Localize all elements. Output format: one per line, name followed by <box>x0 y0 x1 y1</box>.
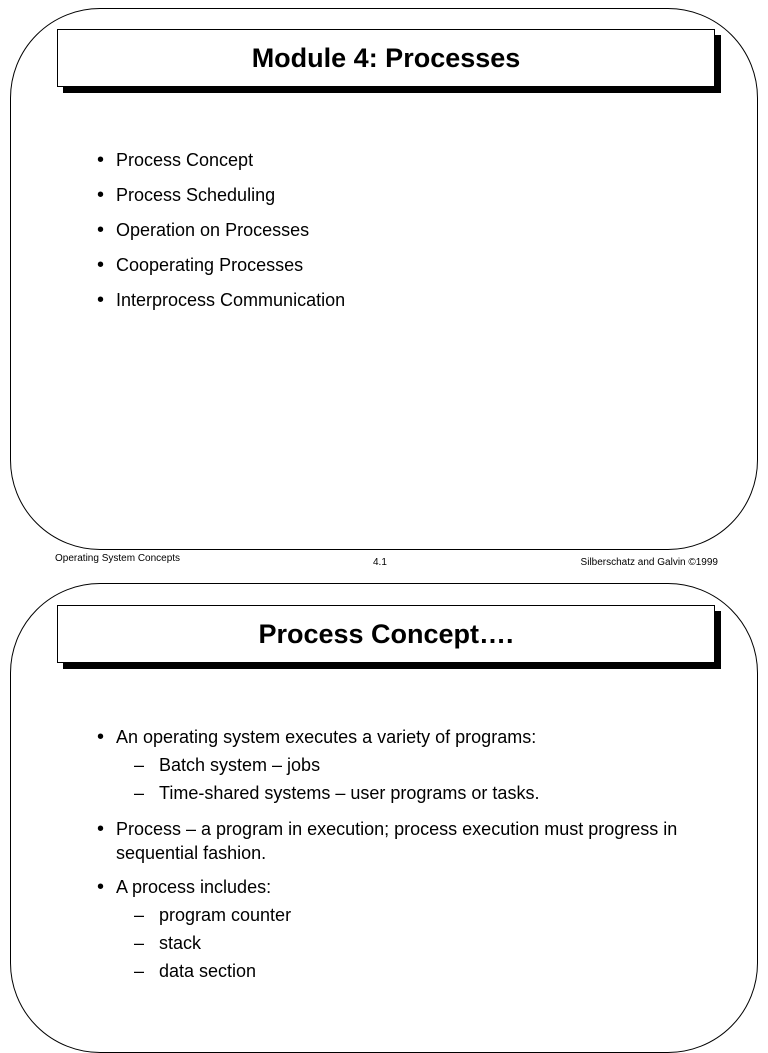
bullet-text: A process includes: <box>116 877 272 897</box>
sub-bullet-item: – Time-shared systems – user programs or tasks. <box>116 779 697 807</box>
footer-book-title: Operating System Concepts <box>55 553 181 564</box>
slide-4-1 <box>10 8 758 550</box>
bullet-item: • Cooperating Processes <box>97 253 697 277</box>
bullet-list <box>97 148 697 323</box>
slide-title-text: Process Concept…. <box>258 618 514 649</box>
slide-4-2 <box>10 583 758 1053</box>
sub-bullet-item: – data section <box>116 957 697 985</box>
bullet-item: • Process Concept <box>97 148 697 172</box>
slide-title <box>57 605 715 663</box>
bullet-item: • Interprocess Communication <box>97 288 697 312</box>
bullet-item: • Process Scheduling <box>97 183 697 207</box>
bullet-list <box>97 725 697 995</box>
sub-bullet-item: – stack <box>116 929 697 957</box>
bullet-text: Process – a program in execution; process execution must progress in sequential fashion. <box>116 819 678 863</box>
slide-title-text: Module 4: Processes <box>251 42 521 73</box>
sub-bullet-list <box>116 751 697 807</box>
bullet-item <box>97 725 697 807</box>
sub-bullet-item: – program counter <box>116 901 697 929</box>
sub-bullet-item: – Batch system – jobs <box>116 751 697 779</box>
slide-title <box>57 29 715 87</box>
bullet-item <box>97 817 697 865</box>
bullet-text: An operating system executes a variety of programs: <box>116 727 537 747</box>
footer-page-number: 4.1 <box>373 557 387 568</box>
footer-copyright: Silberschatz and Galvin ©1999 <box>580 557 718 568</box>
bullet-item <box>97 875 697 985</box>
bullet-item: • Operation on Processes <box>97 218 697 242</box>
sub-bullet-list <box>116 901 697 985</box>
